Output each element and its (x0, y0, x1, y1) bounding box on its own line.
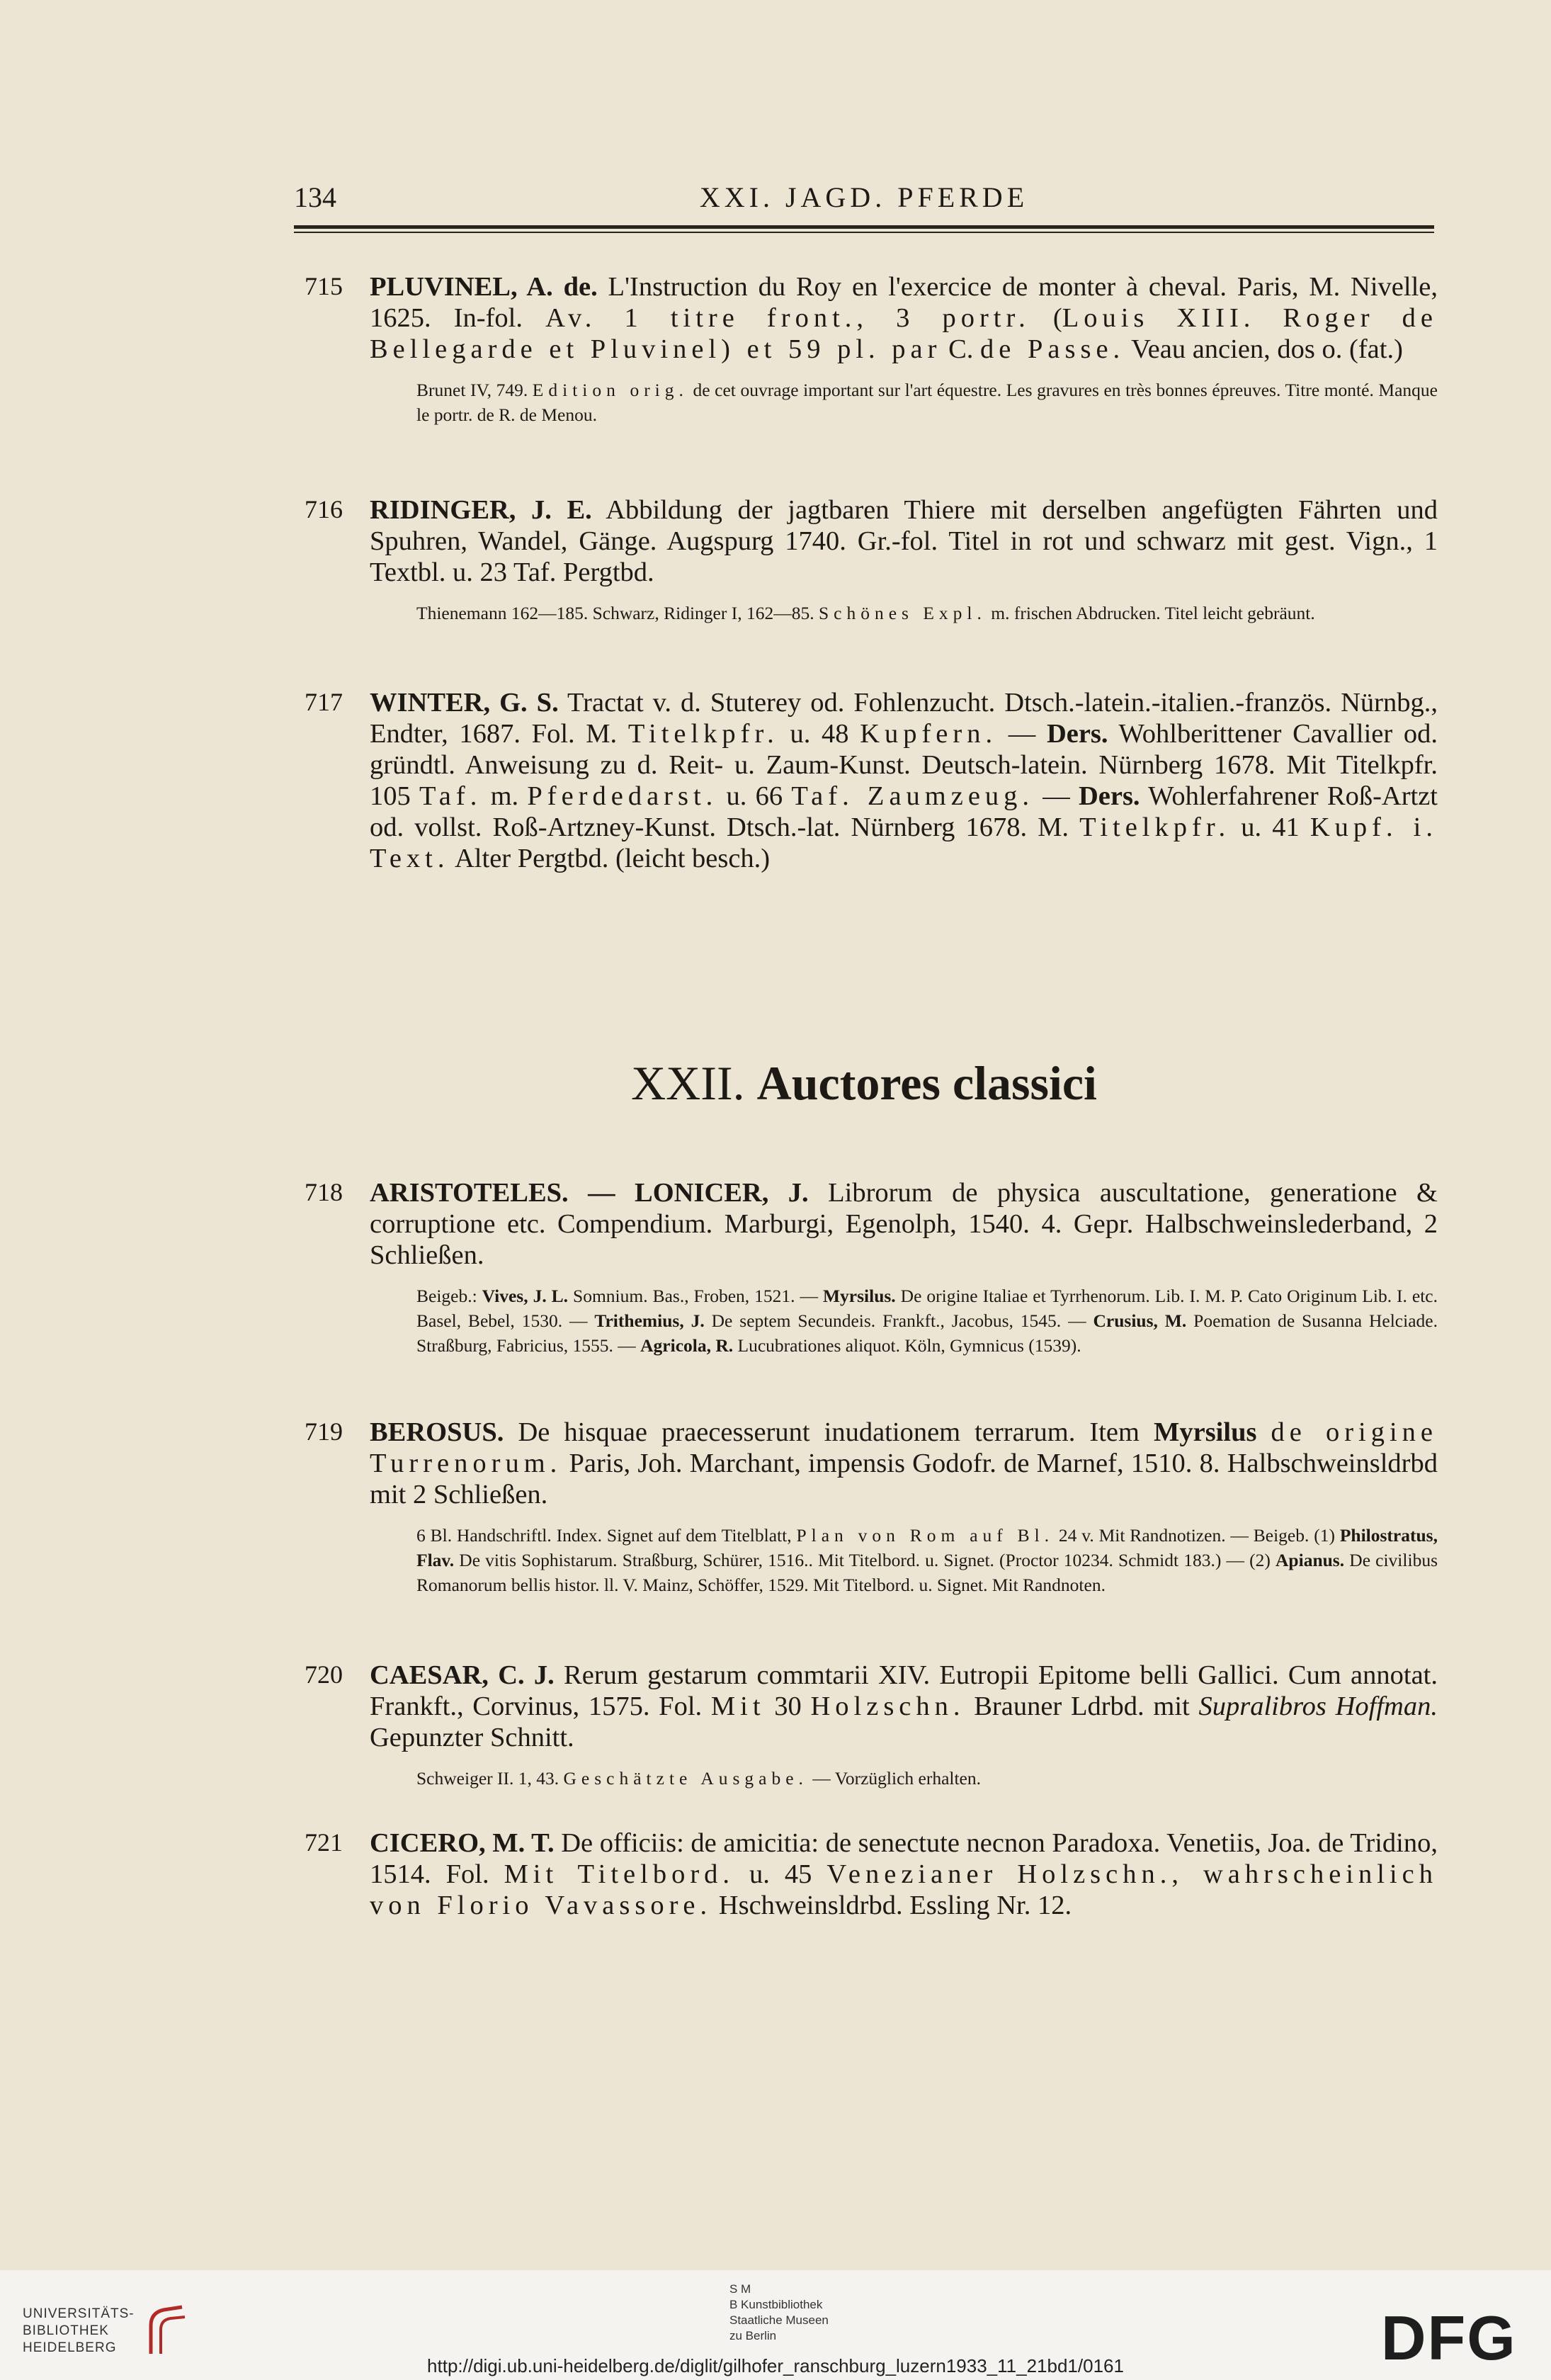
section-title: Auctores classici (756, 1056, 1097, 1110)
entry-text (370, 1828, 1438, 1921)
header-rule-thick (294, 225, 1434, 229)
note-bold-text: Myrsilus. (822, 1286, 896, 1306)
entry-text-part: Alter Pergtbd. (leicht besch.) (449, 844, 771, 873)
entry-number: 720 (305, 1660, 343, 1689)
entry-number: 721 (305, 1828, 343, 1857)
entry-text (370, 1417, 1438, 1510)
note-spaced-text: Schönes Expl. (818, 603, 987, 623)
entry-spaced-text: de origine Turrenorum. (370, 1417, 1438, 1478)
entry-text-part: u. 45 (734, 1859, 827, 1889)
entry-text-part (1256, 1417, 1271, 1447)
entry-bold-text: Myrsilus (1154, 1417, 1257, 1447)
note-part: De origine Italiae et Tyrrhenorum. Lib. I. M. P. Cato Originum Lib. I. etc. Basel, Bebel, 1530. — (416, 1286, 1438, 1331)
entry-spaced-text: Holzschn. (810, 1692, 965, 1721)
logo-line: Staatliche Museen (729, 2313, 829, 2327)
entry-author: BEROSUS. (370, 1417, 504, 1447)
viewer-footer (0, 2270, 1551, 2380)
note-part: 24 v. Mit Randnotizen. — Beigeb. (1) (1054, 1525, 1340, 1546)
entry-text-part: C. (941, 334, 981, 364)
section-roman: XXII. (631, 1056, 745, 1110)
entry-text-part: De hisquae praecesserunt inudationem terrarum. Item (504, 1417, 1154, 1447)
entry-spaced-text: Taf. Zaumzeug. (791, 781, 1035, 811)
entry-719 (305, 1417, 1438, 1597)
entry-spaced-text: Mit (710, 1692, 766, 1721)
entry-text-part: u. 41 (1230, 812, 1310, 842)
note-bold-text: Vives, J. L. (482, 1286, 569, 1306)
entry-text-part: L'Instruction du Roy en l'exercice de monter à cheval. Paris, M. Nivelle, 1625. In-fol. (370, 272, 1438, 333)
entry-text-part: Wohlerfahrener Roß-Artzt od. vollst. Roß-Artzney-Kunst. Dtsch.-lat. Nürnberg 1678. M. (370, 781, 1438, 842)
entry-author: RIDINGER, J. E. (370, 495, 592, 525)
note-bold-text: Apianus. (1276, 1550, 1345, 1570)
note-bold-text: Philostratus, Flav. (416, 1525, 1438, 1570)
running-head: XXI. JAGD. PFERDE (699, 181, 1029, 213)
entry-text-part: Tractat v. d. Stuterey od. Fohlenzucht. Dtsch.-latein.-italien.-französ. Nürnbg., Endter, 1687. Fol. M. (370, 688, 1438, 749)
note-part: Beigeb.: (416, 1286, 482, 1306)
note-bold-text: Trithemius, J. (594, 1310, 705, 1331)
note-part: — Vorzüglich erhalten. (807, 1768, 982, 1789)
entry-text (370, 687, 1438, 874)
entry-number: 718 (305, 1178, 343, 1206)
entry-text-part: — (997, 719, 1047, 749)
entry-author: CAESAR, C. J. (370, 1660, 555, 1690)
entry-text-part: Abbildung der jagtbaren Thiere mit derselben angefügten Fährten und Spuhren, Wandel, Gänge. Augspurg 1740. Gr.-fol. Titel in rot und schwarz mit gest. Vign., 1 Textbl. u. 23 Taf. Pergtbd. (370, 495, 1438, 587)
note-bold-text: Agricola, R. (640, 1335, 734, 1356)
entry-note (416, 1284, 1438, 1358)
entry-spaced-text: Kupfern. (860, 719, 998, 749)
dfg-logo[interactable]: DFG (1381, 2303, 1517, 2373)
logo-line: B Kunstbibliothek (729, 2298, 823, 2311)
entry-spaced-text: Louis XIII. Roger de Bellegarde et Pluvinel) et 59 pl. par (370, 303, 1438, 364)
entry-note (416, 1523, 1438, 1597)
logo-line: HEIDELBERG (23, 2340, 117, 2355)
note-part: m. frischen Abdrucken. Titel leicht gebräunt. (986, 603, 1315, 623)
entry-text (370, 1660, 1438, 1753)
page-header (294, 181, 1434, 213)
entry-text-part: u. 48 (778, 719, 860, 749)
smb-kunstbibliothek-logo[interactable] (729, 2282, 829, 2344)
entry-717 (305, 687, 1438, 874)
note-spaced-text: Geschätzte Ausgabe. (563, 1768, 808, 1789)
entry-author: CICERO, M. T. (370, 1828, 555, 1858)
logo-line: UNIVERSITÄTS- (23, 2306, 135, 2321)
note-spaced-text: Plan von Rom auf Bl. (796, 1525, 1055, 1546)
entry-text (370, 1177, 1438, 1271)
entry-spaced-text: Av. 1 titre front., 3 portr. (545, 303, 1030, 333)
note-part: De civilibus Romanorum bellis histor. ll. V. Mainz, Schöffer, 1529. Mit Titelbord. u. Signet. Mit Randnoten. (416, 1550, 1438, 1595)
note-spaced-text: Edition orig. (532, 380, 688, 400)
entry-note (416, 1766, 1438, 1791)
entry-text-part: Paris, Joh. Marchant, impensis Godofr. de Marnef, 1510. 8. Halbschweinsldrbd mit 2 Schließen. (370, 1449, 1438, 1509)
entry-spaced-text: Titelkpfr. (627, 719, 779, 749)
entry-note (416, 378, 1438, 427)
entry-number: 716 (305, 495, 343, 523)
university-logo-icon[interactable] (145, 2304, 188, 2357)
entry-text (370, 271, 1438, 365)
logo-line: BIBLIOTHEK (23, 2323, 109, 2338)
note-part: Poemation de Susanna Helciade. Straßburg, Fabricius, 1555. — (416, 1310, 1438, 1356)
entry-text-part: Hschweinsldrbd. Essling Nr. 12. (712, 1891, 1072, 1920)
logo-line: zu Berlin (729, 2329, 777, 2342)
entry-author: ARISTOTELES. — LONICER, J. (370, 1178, 809, 1208)
entry-author: PLUVINEL, A. de. (370, 272, 598, 302)
entry-spaced-text: de Passe. (980, 334, 1125, 364)
note-part: Lucubrationes aliquot. Köln, Gymnicus (1539). (733, 1335, 1081, 1356)
note-part: Somnium. Bas., Froben, 1521. — (568, 1286, 823, 1306)
entry-721 (305, 1828, 1438, 1921)
entry-bold-text: Ders. (1078, 781, 1140, 811)
note-part: Schweiger II. 1, 43. (416, 1768, 564, 1789)
entry-text-part: Veau ancien, dos o. (fat.) (1125, 334, 1403, 364)
entry-text-part: ( (1030, 303, 1062, 333)
note-part: Brunet IV, 749. (416, 380, 533, 400)
entry-italic-text: Supralibros Hoffman. (1198, 1692, 1438, 1721)
entry-spaced-text: Taf. (419, 781, 482, 811)
entry-number: 715 (305, 272, 343, 300)
note-bold-text: Crusius, M. (1093, 1310, 1187, 1331)
entry-spaced-text: Kupf. i. Text. (370, 812, 1438, 873)
note-part: de cet ouvrage important sur l'art équestre. Les gravures en très bonnes épreuves. Titre monté. Manque le portr. de R. de Menou. (416, 380, 1438, 425)
entry-text-part: — (1034, 781, 1079, 811)
entry-text-part: 30 (765, 1692, 811, 1721)
note-part: De septem Secundeis. Frankft., Jacobus, 1545. — (704, 1310, 1093, 1331)
entry-number: 717 (305, 688, 343, 716)
entry-720 (305, 1660, 1438, 1791)
section-heading (294, 1055, 1434, 1111)
entry-bold-text: Ders. (1046, 719, 1108, 749)
entry-text-part: Librorum de physica auscultatione, generatione & corruptione etc. Compendium. Marburgi, Egenolph, 1540. 4. Gepr. Halbschweinslederband, 2 Schließen. (370, 1178, 1438, 1270)
entry-spaced-text: Venezianer Holzschn., wahrscheinlich von Florio Vavassore. (370, 1859, 1438, 1920)
permalink-url[interactable]: http://digi.ub.uni-heidelberg.de/diglit/gilhofer_ranschburg_luzern1933_11_21bd1/0161 (427, 2355, 1124, 2376)
entry-text-part: m. (482, 781, 528, 811)
logo-line: S M (729, 2282, 751, 2296)
note-part: De vitis Sophistarum. Straßburg, Schürer, 1516.. Mit Titelbord. u. Signet. (Proctor 10234. Schmidt 183.) — (2) (454, 1550, 1276, 1570)
entry-spaced-text: Titelkpfr. (1079, 812, 1231, 842)
header-rule-thin (294, 232, 1434, 233)
note-part: 6 Bl. Handschriftl. Index. Signet auf dem Titelblatt, (416, 1525, 797, 1546)
entry-text-part: De officiis: de amicitia: de senectute necnon Paradoxa. Venetiis, Joa. de Tridino, 1514. Fol. (370, 1828, 1438, 1889)
entry-text-part: Wohlberittener Cavallier od. gründtl. Anweisung zu d. Reit- u. Zaum-Kunst. Deutsch-latein. Nürnberg 1678. Mit Titelkpfr. 105 (370, 719, 1438, 811)
entry-715 (305, 271, 1438, 427)
entry-spaced-text: Mit Titelbord. (504, 1859, 735, 1889)
entry-text-part: Rerum gestarum commtarii XIV. Eutropii Epitome belli Gallici. Cum annotat. Frankft., Corvinus, 1575. Fol. (370, 1660, 1438, 1721)
entry-text-part: Gepunzter Schnitt. (370, 1723, 574, 1752)
note-part: Thienemann 162—185. Schwarz, Ridinger I, 162—85. (416, 603, 819, 623)
entry-number: 719 (305, 1417, 343, 1446)
university-library-logo-text[interactable] (23, 2306, 135, 2357)
entry-author: WINTER, G. S. (370, 688, 559, 718)
entry-718 (305, 1177, 1438, 1358)
entry-text-part: u. 66 (717, 781, 792, 811)
entry-note (416, 601, 1438, 625)
entry-text (370, 494, 1438, 588)
page-number: 134 (294, 181, 336, 213)
entry-716 (305, 494, 1438, 625)
entry-text-part: Brauner Ldrbd. mit (965, 1692, 1199, 1721)
entry-spaced-text: Pferdedarst. (527, 781, 718, 811)
